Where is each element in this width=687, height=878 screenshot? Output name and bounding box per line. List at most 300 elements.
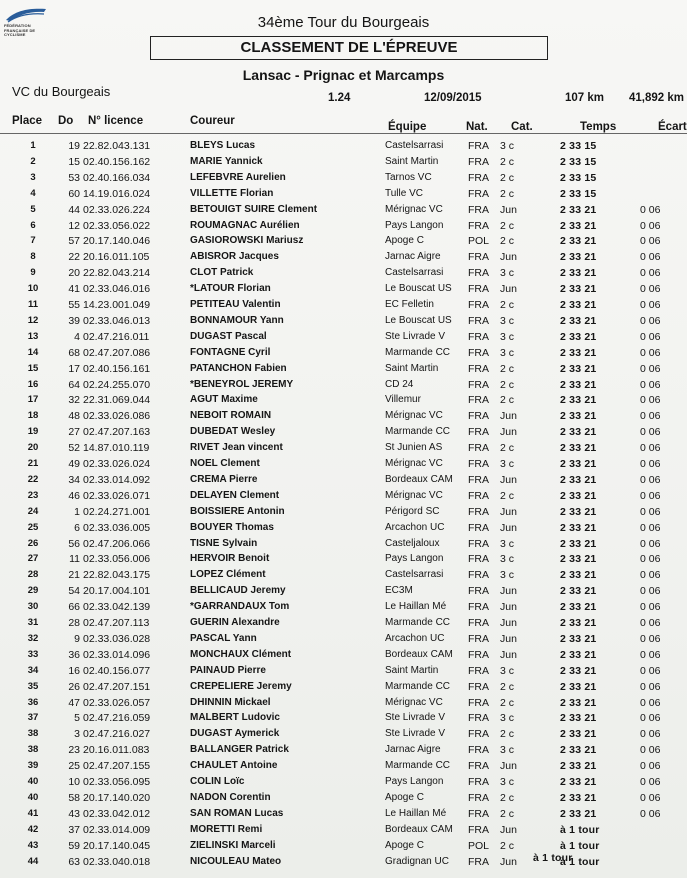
table-row bbox=[0, 140, 687, 157]
table-row bbox=[0, 220, 687, 237]
rider-cell: GASIOROWSKI Mariusz bbox=[190, 235, 304, 247]
place-cell: 34 bbox=[27, 664, 39, 676]
cat-cell: Jun bbox=[500, 410, 517, 423]
time-cell: 2 33 21 bbox=[560, 791, 597, 804]
licence-cell: 22.82.043.131 bbox=[83, 140, 151, 152]
gap-cell: 0 06 bbox=[640, 664, 661, 677]
time-cell: 2 33 21 bbox=[560, 664, 597, 677]
nat-cell: FRA bbox=[468, 362, 489, 375]
cat-cell: 2 c bbox=[500, 696, 515, 709]
cat-cell: 2 c bbox=[500, 378, 515, 391]
place-cell: 7 bbox=[30, 235, 36, 247]
place-cell: 16 bbox=[27, 378, 39, 390]
stage-title: Lansac - Prignac et Marcamps bbox=[242, 67, 445, 83]
table-row bbox=[0, 251, 687, 268]
team-cell: Gradignan UC bbox=[385, 855, 449, 867]
cat-cell: 2 c bbox=[500, 489, 515, 502]
table-row bbox=[0, 506, 687, 523]
time-cell: 2 33 21 bbox=[560, 314, 597, 327]
nat-cell: FRA bbox=[468, 346, 489, 359]
team-cell: Mérignac VC bbox=[385, 203, 443, 215]
team-cell: Marmande CC bbox=[385, 617, 451, 628]
nat-cell: FRA bbox=[468, 426, 489, 439]
time-cell: 2 33 21 bbox=[560, 410, 597, 423]
col-nat: Nat. bbox=[466, 121, 488, 133]
table-row bbox=[0, 824, 687, 841]
table-row bbox=[0, 379, 687, 396]
licence-cell: 02.33.026.224 bbox=[83, 203, 151, 216]
place-cell: 8 bbox=[30, 251, 36, 263]
cat-cell: 2 c bbox=[500, 171, 515, 184]
dossard-cell: 10 bbox=[68, 776, 80, 788]
place-cell: 3 bbox=[30, 171, 36, 183]
logo-line-3: CYCLISME bbox=[4, 32, 26, 37]
table-row bbox=[0, 728, 687, 745]
gap-cell: 0 06 bbox=[640, 585, 661, 598]
time-cell: 2 33 15 bbox=[560, 155, 597, 168]
nat-cell: FRA bbox=[468, 251, 489, 264]
rider-cell: LOPEZ Clément bbox=[190, 569, 266, 581]
place-cell: 38 bbox=[27, 728, 39, 740]
nat-cell: FRA bbox=[468, 394, 489, 407]
table-row bbox=[0, 458, 687, 475]
licence-cell: 02.40.156.162 bbox=[83, 155, 151, 168]
cat-cell: 2 c bbox=[500, 187, 515, 200]
time-cell: 2 33 21 bbox=[560, 807, 597, 820]
place-cell: 33 bbox=[27, 648, 39, 660]
col-times: Temps bbox=[580, 121, 617, 133]
team-cell: Tulle VC bbox=[385, 187, 423, 199]
dossard-cell: 52 bbox=[68, 442, 80, 455]
team-cell: Le Haillan Mé bbox=[385, 807, 447, 819]
licence-cell: 02.33.026.024 bbox=[83, 458, 151, 470]
team-cell: Pays Langon bbox=[385, 219, 444, 231]
nat-cell: FRA bbox=[468, 585, 489, 598]
cat-cell: 3 c bbox=[500, 314, 515, 327]
table-row bbox=[0, 426, 687, 443]
rider-cell: BONNAMOUR Yann bbox=[190, 314, 284, 326]
place-cell: 11 bbox=[27, 299, 39, 310]
dossard-cell: 57 bbox=[68, 235, 80, 248]
rider-cell: NEBOIT ROMAIN bbox=[190, 410, 272, 422]
place-cell: 42 bbox=[27, 823, 39, 835]
gap-cell: 0 06 bbox=[640, 235, 661, 248]
licence-cell: 02.33.056.006 bbox=[83, 553, 151, 566]
table-row bbox=[0, 347, 687, 364]
table-row bbox=[0, 538, 687, 555]
rider-cell: COLIN Loïc bbox=[190, 776, 245, 787]
place-cell: 31 bbox=[27, 617, 39, 628]
gap-cell: 0 06 bbox=[640, 442, 661, 455]
stage-number: 1.24 bbox=[328, 92, 351, 104]
time-cell: 2 33 21 bbox=[560, 394, 597, 407]
nat-cell: FRA bbox=[468, 569, 489, 582]
rider-cell: BETOUIGT SUIRE Clement bbox=[190, 203, 318, 215]
nat-cell: FRA bbox=[468, 807, 489, 820]
rider-cell: BALLANGER Patrick bbox=[190, 744, 289, 756]
time-cell: 2 33 21 bbox=[560, 458, 597, 470]
licence-cell: 02.47.207.113 bbox=[83, 617, 150, 629]
licence-cell: 02.33.040.018 bbox=[83, 855, 151, 868]
col-licence: N° licence bbox=[88, 115, 144, 127]
place-cell: 25 bbox=[27, 521, 39, 533]
team-cell: Apoge C bbox=[385, 235, 424, 247]
time-cell: 2 33 21 bbox=[560, 362, 597, 375]
nat-cell: FRA bbox=[468, 299, 489, 311]
nat-cell: FRA bbox=[468, 458, 489, 470]
place-cell: 24 bbox=[27, 505, 39, 517]
place-cell: 39 bbox=[27, 760, 39, 772]
cat-cell: 3 c bbox=[500, 664, 515, 677]
cat-cell: Jun bbox=[500, 823, 517, 836]
cat-cell: 3 c bbox=[500, 553, 515, 566]
team-cell: Mérignac VC bbox=[385, 410, 443, 422]
nat-cell: FRA bbox=[468, 776, 489, 788]
rider-cell: LEFEBVRE Aurelien bbox=[190, 171, 286, 183]
cat-cell: 2 c bbox=[500, 839, 515, 852]
gap-cell: 0 06 bbox=[640, 473, 661, 486]
licence-cell: 20.16.011.083 bbox=[83, 744, 150, 757]
average-speed: 41,892 km bbox=[629, 92, 684, 104]
rider-cell: DELAYEN Clement bbox=[190, 489, 280, 501]
team-cell: Pays Langon bbox=[385, 553, 444, 565]
team-cell: Mérignac VC bbox=[385, 458, 443, 469]
team-cell: Saint Martin bbox=[385, 155, 439, 167]
team-cell: St Junien AS bbox=[385, 442, 443, 454]
dossard-cell: 46 bbox=[68, 489, 80, 502]
nat-cell: FRA bbox=[468, 537, 489, 550]
rider-cell: PATANCHON Fabien bbox=[190, 362, 287, 374]
table-row bbox=[0, 760, 687, 777]
dossard-cell: 17 bbox=[68, 362, 80, 375]
rider-cell: PASCAL Yann bbox=[190, 632, 257, 644]
rider-cell: DUBEDAT Wesley bbox=[190, 426, 276, 438]
time-cell: 2 33 21 bbox=[560, 553, 597, 566]
dossard-cell: 28 bbox=[68, 617, 80, 629]
dossard-cell: 6 bbox=[74, 521, 80, 534]
team-cell: Mérignac VC bbox=[385, 489, 443, 501]
rider-cell: ROUMAGNAC Aurélien bbox=[190, 219, 300, 231]
table-row bbox=[0, 315, 687, 332]
licence-cell: 02.33.042.012 bbox=[83, 807, 151, 820]
nat-cell: FRA bbox=[468, 155, 489, 168]
place-cell: 35 bbox=[27, 680, 39, 692]
licence-cell: 02.47.216.011 bbox=[83, 330, 150, 343]
rider-cell: BOISSIERE Antonin bbox=[190, 505, 285, 517]
time-cell: 2 33 21 bbox=[560, 601, 597, 614]
logo-line-1: FÉDÉRATION bbox=[4, 23, 31, 28]
dossard-cell: 44 bbox=[68, 203, 80, 216]
place-cell: 40 bbox=[27, 791, 39, 803]
nat-cell: FRA bbox=[468, 314, 489, 327]
place-cell: 27 bbox=[27, 553, 39, 565]
place-cell: 36 bbox=[27, 696, 39, 708]
gap-cell: 0 06 bbox=[640, 458, 661, 470]
place-cell: 1 bbox=[30, 140, 36, 151]
place-cell: 4 bbox=[30, 187, 36, 199]
place-cell: 19 bbox=[27, 426, 39, 438]
licence-cell: 22.82.043.175 bbox=[83, 569, 151, 582]
trailing-time-row bbox=[0, 852, 687, 869]
cat-cell: Jun bbox=[500, 760, 517, 773]
dossard-cell: 47 bbox=[68, 696, 80, 709]
gap-cell: 0 06 bbox=[640, 505, 661, 518]
col-rider: Coureur bbox=[190, 115, 235, 127]
cat-cell: 2 c bbox=[500, 791, 515, 804]
licence-cell: 22.82.043.214 bbox=[83, 267, 151, 280]
table-row bbox=[0, 522, 687, 539]
time-cell: 2 33 21 bbox=[560, 330, 597, 343]
nat-cell: FRA bbox=[468, 219, 489, 232]
dossard-cell: 15 bbox=[68, 155, 80, 168]
nat-cell: FRA bbox=[468, 855, 489, 868]
place-cell: 22 bbox=[27, 473, 39, 485]
team-cell: Apoge C bbox=[385, 791, 424, 803]
rider-cell: ZIELINSKI Marceli bbox=[190, 839, 276, 851]
rider-cell: BLEYS Lucas bbox=[190, 140, 256, 151]
table-row bbox=[0, 744, 687, 761]
rider-cell: MARIE Yannick bbox=[190, 155, 263, 167]
dossard-cell: 19 bbox=[68, 140, 80, 152]
cat-cell: 3 c bbox=[500, 330, 515, 343]
team-cell: Castelsarrasi bbox=[385, 569, 444, 581]
place-cell: 40 bbox=[27, 776, 39, 787]
dossard-cell: 48 bbox=[68, 410, 80, 423]
gap-cell: 0 06 bbox=[640, 394, 661, 407]
table-row bbox=[0, 808, 687, 825]
licence-cell: 02.33.046.013 bbox=[83, 314, 151, 327]
team-cell: EC3M bbox=[385, 585, 413, 597]
cat-cell: 3 c bbox=[500, 776, 515, 788]
rider-cell: VILLETTE Florian bbox=[190, 187, 274, 199]
table-row bbox=[0, 235, 687, 252]
table-row bbox=[0, 283, 687, 300]
place-cell: 32 bbox=[27, 632, 39, 644]
cat-cell: 3 c bbox=[500, 569, 515, 582]
time-cell: 2 33 21 bbox=[560, 251, 597, 264]
nat-cell: FRA bbox=[468, 601, 489, 614]
team-cell: Villemur bbox=[385, 394, 421, 406]
team-cell: Tarnos VC bbox=[385, 171, 432, 183]
gap-cell: 0 06 bbox=[640, 251, 661, 264]
table-row bbox=[0, 697, 687, 714]
table-row bbox=[0, 474, 687, 491]
cat-cell: Jun bbox=[500, 473, 517, 486]
cat-cell: 2 c bbox=[500, 299, 515, 311]
rider-cell: HERVOIR Benoit bbox=[190, 553, 270, 565]
place-cell: 14 bbox=[27, 346, 39, 358]
place-cell: 20 bbox=[27, 442, 39, 454]
place-cell: 28 bbox=[27, 569, 39, 581]
rider-cell: NOEL Clement bbox=[190, 458, 260, 469]
place-cell: 18 bbox=[27, 410, 39, 422]
time-cell: à 1 tour bbox=[560, 823, 600, 836]
place-cell: 2 bbox=[30, 155, 36, 167]
dossard-cell: 36 bbox=[68, 648, 80, 661]
cat-cell: 2 c bbox=[500, 394, 515, 407]
gap-cell: 0 06 bbox=[640, 219, 661, 232]
rider-cell: CREMA Pierre bbox=[190, 473, 258, 485]
table-row bbox=[0, 172, 687, 189]
cat-cell: 3 c bbox=[500, 537, 515, 550]
time-cell: 2 33 21 bbox=[560, 632, 597, 645]
nat-cell: POL bbox=[468, 235, 490, 248]
nat-cell: FRA bbox=[468, 473, 489, 486]
table-row bbox=[0, 665, 687, 682]
team-cell: Arcachon UC bbox=[385, 632, 445, 644]
rider-cell: MALBERT Ludovic bbox=[190, 712, 280, 724]
time-cell: 2 33 21 bbox=[560, 235, 597, 248]
licence-cell: 02.33.014.009 bbox=[83, 823, 151, 836]
place-cell: 26 bbox=[27, 537, 39, 549]
place-cell: 37 bbox=[27, 712, 39, 724]
time-cell: 2 33 21 bbox=[560, 219, 597, 232]
time-cell: 2 33 15 bbox=[560, 171, 597, 184]
nat-cell: FRA bbox=[468, 489, 489, 502]
gap-cell: 0 06 bbox=[640, 712, 661, 725]
cat-cell: 3 c bbox=[500, 267, 515, 280]
place-cell: 10 bbox=[27, 283, 39, 295]
table-row bbox=[0, 569, 687, 586]
nat-cell: FRA bbox=[468, 617, 489, 629]
nat-cell: FRA bbox=[468, 171, 489, 184]
gap-cell: 0 06 bbox=[640, 617, 661, 629]
rider-cell: CLOT Patrick bbox=[190, 267, 254, 279]
rider-cell: MORETTI Remi bbox=[190, 823, 263, 835]
table-row bbox=[0, 617, 687, 634]
team-cell: Jarnac Aigre bbox=[385, 744, 441, 756]
time-cell: 2 33 15 bbox=[560, 187, 597, 200]
table-row bbox=[0, 204, 687, 221]
time-cell: 2 33 21 bbox=[560, 776, 597, 788]
cat-cell: Jun bbox=[500, 521, 517, 534]
nat-cell: FRA bbox=[468, 823, 489, 836]
licence-cell: 02.47.206.066 bbox=[83, 537, 151, 550]
nat-cell: FRA bbox=[468, 187, 489, 200]
time-cell: 2 33 21 bbox=[560, 489, 597, 502]
nat-cell: FRA bbox=[468, 648, 489, 661]
place-cell: 5 bbox=[30, 203, 36, 215]
place-cell: 30 bbox=[27, 601, 39, 613]
nat-cell: POL bbox=[468, 839, 490, 852]
licence-cell: 02.47.216.027 bbox=[83, 728, 151, 741]
table-row bbox=[0, 442, 687, 459]
licence-cell: 20.16.011.105 bbox=[83, 251, 150, 264]
cat-cell: Jun bbox=[500, 426, 517, 439]
logo-line-2: FRANÇAISE DE bbox=[4, 27, 36, 33]
cat-cell: Jun bbox=[500, 585, 517, 598]
team-cell: CD 24 bbox=[385, 378, 414, 390]
time-cell: 2 33 21 bbox=[560, 203, 597, 216]
team-cell: Pays Langon bbox=[385, 776, 444, 787]
team-cell: Saint Martin bbox=[385, 664, 439, 676]
time-cell: 2 33 21 bbox=[560, 442, 597, 455]
col-cat: Cat. bbox=[511, 121, 533, 133]
cat-cell: 3 c bbox=[500, 744, 515, 757]
licence-cell: 02.33.046.016 bbox=[83, 283, 151, 296]
licence-cell: 02.33.056.022 bbox=[83, 219, 151, 232]
cat-cell: Jun bbox=[500, 505, 517, 518]
nat-cell: FRA bbox=[468, 680, 489, 693]
licence-cell: 20.17.140.020 bbox=[83, 791, 151, 804]
gap-cell: 0 06 bbox=[640, 521, 661, 534]
licence-cell: 02.33.036.028 bbox=[83, 632, 151, 645]
nat-cell: FRA bbox=[468, 442, 489, 455]
rider-cell: RIVET Jean vincent bbox=[190, 442, 283, 454]
licence-cell: 02.47.216.059 bbox=[83, 712, 151, 725]
dossard-cell: 39 bbox=[68, 314, 80, 327]
gap-cell: 0 06 bbox=[640, 632, 661, 645]
gap-cell: 0 06 bbox=[640, 680, 661, 693]
table-row bbox=[0, 792, 687, 809]
dossard-cell: 23 bbox=[68, 744, 80, 757]
col-do: Do bbox=[58, 115, 74, 127]
licence-cell: 20.17.140.046 bbox=[83, 235, 151, 248]
team-cell: Ste Livrade V bbox=[385, 712, 446, 724]
dossard-cell: 53 bbox=[68, 171, 80, 184]
licence-cell: 02.47.207.163 bbox=[83, 426, 151, 439]
time-cell: à 1 tour bbox=[560, 855, 600, 868]
place-cell: 41 bbox=[27, 807, 39, 819]
gap-cell: 0 06 bbox=[640, 728, 661, 741]
cat-cell: Jun bbox=[500, 855, 517, 868]
col-gap: Écart bbox=[658, 121, 687, 133]
dossard-cell: 41 bbox=[68, 283, 80, 296]
time-cell: 2 33 21 bbox=[560, 346, 597, 359]
team-cell: Périgord SC bbox=[385, 505, 440, 517]
team-cell: Mérignac VC bbox=[385, 696, 443, 708]
place-cell: 29 bbox=[27, 585, 39, 597]
nat-cell: FRA bbox=[468, 760, 489, 773]
gap-cell: 0 06 bbox=[640, 314, 661, 327]
team-cell: Marmande CC bbox=[385, 760, 451, 772]
licence-cell: 20.17.004.101 bbox=[83, 585, 151, 598]
cat-cell: 2 c bbox=[500, 442, 515, 455]
dossard-cell: 54 bbox=[68, 585, 80, 598]
time-cell: 2 33 21 bbox=[560, 473, 597, 486]
rider-cell: TISNE Sylvain bbox=[190, 537, 258, 549]
place-cell: 9 bbox=[30, 267, 36, 279]
place-cell: 6 bbox=[30, 219, 36, 231]
time-cell: 2 33 21 bbox=[560, 760, 597, 773]
cat-cell: 2 c bbox=[500, 680, 515, 693]
rider-cell: FONTAGNE Cyril bbox=[190, 346, 271, 358]
cat-cell: 2 c bbox=[500, 235, 515, 248]
cat-cell: Jun bbox=[500, 203, 517, 216]
nat-cell: FRA bbox=[468, 791, 489, 804]
table-row bbox=[0, 299, 687, 316]
licence-cell: 02.24.271.001 bbox=[83, 505, 151, 518]
time-cell: 2 33 21 bbox=[560, 617, 597, 629]
licence-cell: 02.40.156.077 bbox=[83, 664, 151, 677]
licence-cell: 14.87.010.119 bbox=[83, 442, 150, 455]
dossard-cell: 11 bbox=[69, 553, 80, 566]
header-divider bbox=[0, 133, 687, 134]
time-cell: 2 33 21 bbox=[560, 680, 597, 693]
cat-cell: Jun bbox=[500, 251, 517, 264]
gap-cell: 0 06 bbox=[640, 760, 661, 773]
gap-cell: 0 06 bbox=[640, 426, 661, 439]
race-distance: 107 km bbox=[565, 92, 605, 104]
licence-cell: 14.19.016.024 bbox=[83, 187, 151, 200]
col-team: Équipe bbox=[388, 121, 427, 133]
gap-cell: 0 06 bbox=[640, 299, 661, 311]
place-cell: 21 bbox=[27, 458, 39, 469]
place-cell: 23 bbox=[27, 489, 39, 501]
gap-cell: 0 06 bbox=[640, 330, 661, 343]
time-cell: 2 33 21 bbox=[560, 283, 597, 296]
table-row bbox=[0, 363, 687, 380]
